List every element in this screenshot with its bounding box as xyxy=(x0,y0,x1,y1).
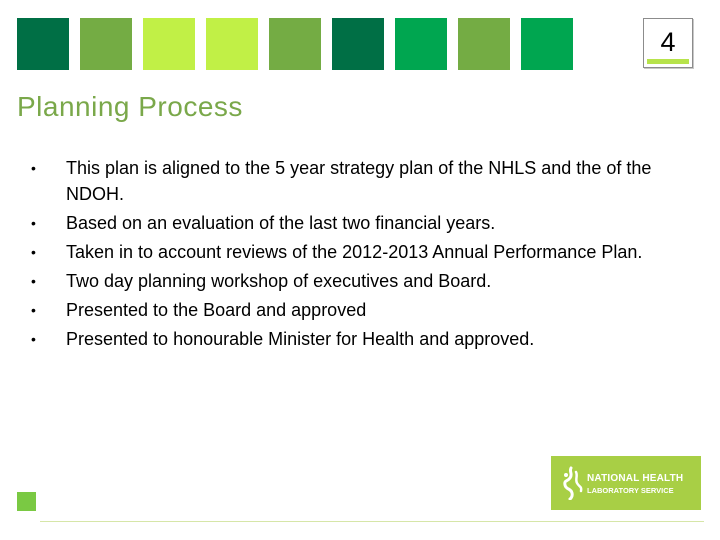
header-square xyxy=(143,18,195,70)
header-square xyxy=(206,18,258,70)
bullet-dot: • xyxy=(31,244,36,260)
bullet-text: Presented to the Board and approved xyxy=(66,300,367,320)
bullet-dot: • xyxy=(31,215,36,231)
header-square xyxy=(395,18,447,70)
bullet-text: Taken in to account reviews of the 2012-2013 Annual Performance Plan. xyxy=(66,242,643,262)
bullet-text: This plan is aligned to the 5 year strategy plan of the NHLS and the of the NDOH. xyxy=(66,158,652,204)
bullet-item xyxy=(28,326,698,352)
bullet-item xyxy=(28,210,698,236)
footer-divider xyxy=(40,521,704,522)
header-square xyxy=(17,18,69,70)
header-square xyxy=(521,18,573,70)
bullet-text: Presented to honourable Minister for Health and approved. xyxy=(66,329,535,349)
header-color-squares xyxy=(0,0,720,75)
logo-line-2: LABORATORY SERVICE xyxy=(587,486,674,495)
header-square xyxy=(269,18,321,70)
header-square xyxy=(332,18,384,70)
bullet-text: Based on an evaluation of the last two financial years. xyxy=(66,213,496,233)
slide-title: Planning Process xyxy=(17,91,243,122)
bullet-item xyxy=(28,239,698,265)
bullet-list xyxy=(28,155,698,355)
bullet-dot: • xyxy=(31,160,36,176)
slide-number: 4 xyxy=(660,27,676,57)
header-square xyxy=(458,18,510,70)
bullet-dot: • xyxy=(31,302,36,318)
slide-number-accent-bar xyxy=(647,59,689,64)
bullet-item xyxy=(28,155,698,207)
bullet-text: Two day planning workshop of executives and Board. xyxy=(66,271,492,291)
nhls-logo xyxy=(551,456,701,510)
bullet-item xyxy=(28,297,698,323)
slide-number-box xyxy=(643,18,693,68)
bullet-item xyxy=(28,268,698,294)
corner-square xyxy=(17,492,36,511)
logo-line-1: NATIONAL HEALTH xyxy=(587,473,684,484)
bullet-dot: • xyxy=(31,331,36,347)
header-square xyxy=(80,18,132,70)
nhls-logo-icon xyxy=(561,466,585,500)
bullet-dot: • xyxy=(31,273,36,289)
